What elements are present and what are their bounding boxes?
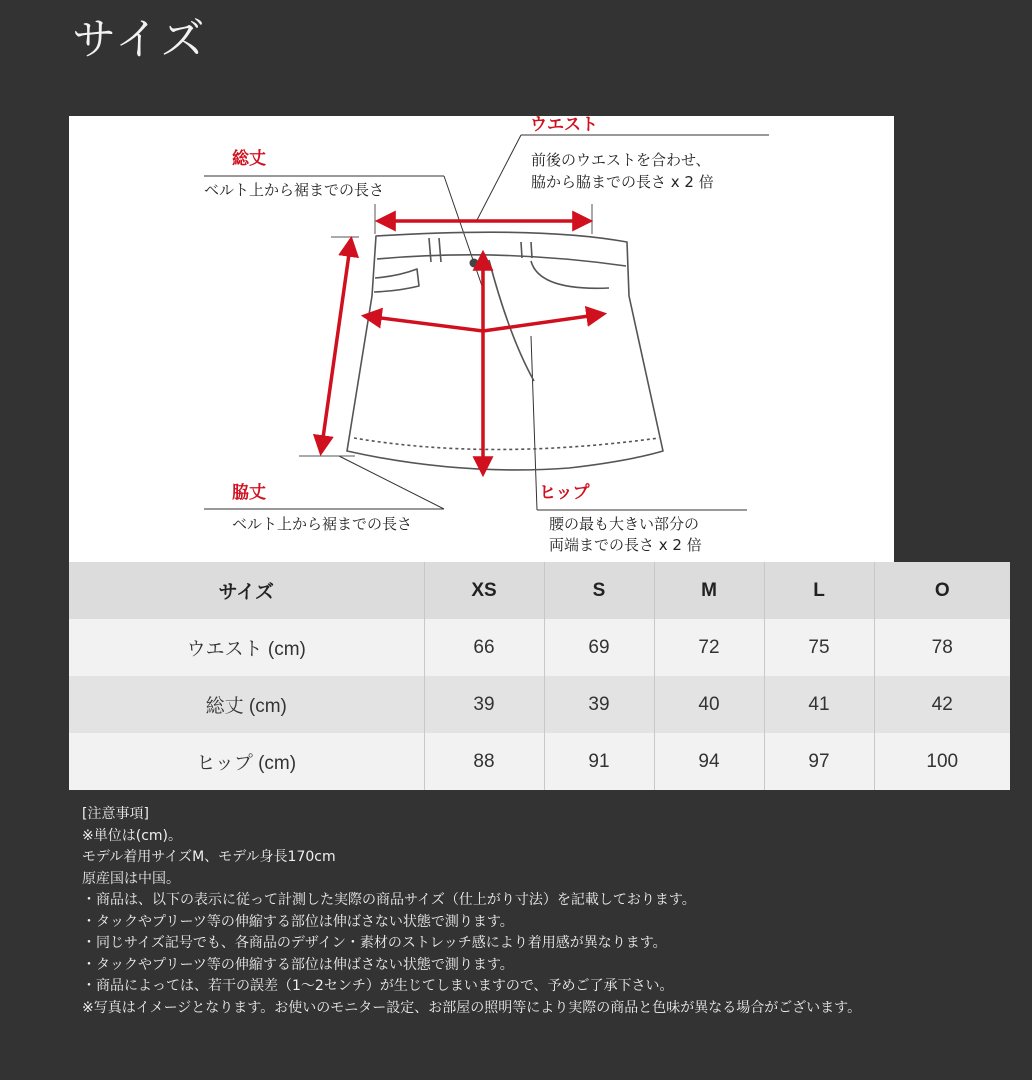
note-line: 原産国は中国。 bbox=[82, 870, 180, 887]
note-line: ※写真はイメージとなります。お使いのモニター設定、お部屋の照明等により実際の商品と色味が異なる場合がございます。 bbox=[82, 999, 862, 1016]
hip-desc-line-2: 両端までの長さ x 2 倍 bbox=[549, 536, 702, 554]
table-cell: 39 bbox=[544, 676, 654, 733]
table-cell: 97 bbox=[764, 733, 874, 790]
table-cell: 69 bbox=[544, 619, 654, 676]
table-cell: 100 bbox=[926, 750, 959, 772]
skirt-illustration bbox=[69, 116, 894, 563]
note-line: ・商品は、以下の表示に従って計測した実際の商品サイズ（仕上がり寸法）を記載しております。 bbox=[82, 892, 696, 908]
header-o: O bbox=[934, 579, 950, 601]
waist-desc-line-1: 前後のウエストを合わせ、 bbox=[531, 151, 711, 169]
row-label: ウエスト (cm) bbox=[69, 619, 424, 676]
side-length-desc: ベルト上から裾までの長さ bbox=[232, 515, 413, 533]
hip-label: ヒップ bbox=[539, 483, 590, 503]
total-length-label: 総丈 bbox=[232, 149, 266, 169]
table-cell: 78 bbox=[931, 636, 953, 658]
page-title: サイズ bbox=[72, 14, 207, 65]
notes-section bbox=[82, 804, 1002, 1019]
hip-desc-line-1: 腰の最も大きい部分の bbox=[549, 515, 700, 533]
table-row-total-length bbox=[69, 676, 1010, 733]
table-cell: 40 bbox=[654, 676, 764, 733]
table-row-waist bbox=[69, 619, 1010, 676]
side-length-label: 脇丈 bbox=[232, 483, 266, 503]
table-cell: 88 bbox=[424, 733, 544, 790]
table-row-hip bbox=[69, 733, 1010, 790]
waist-label: ウエスト bbox=[530, 115, 598, 135]
table-cell: 91 bbox=[544, 733, 654, 790]
table-cell: 41 bbox=[764, 676, 874, 733]
note-line: ・タックやプリーツ等の伸縮する部位は伸ばさない状態で測ります。 bbox=[82, 956, 514, 973]
header-l: L bbox=[764, 562, 874, 619]
table-cell: 72 bbox=[654, 619, 764, 676]
row-label: ヒップ (cm) bbox=[69, 733, 424, 790]
table-cell: 39 bbox=[424, 676, 544, 733]
total-length-desc: ベルト上から裾までの長さ bbox=[204, 181, 385, 199]
table-cell: 75 bbox=[764, 619, 874, 676]
table-cell: 42 bbox=[931, 693, 953, 715]
measurement-diagram bbox=[69, 116, 894, 563]
note-line: ・商品によっては、若干の誤差（1〜2センチ）が生じてしまいますので、予めご了承下さい。 bbox=[82, 978, 674, 994]
notes-heading: [注意事項] bbox=[82, 806, 149, 822]
header-xs: XS bbox=[424, 562, 544, 619]
note-line: モデル着用サイズM、モデル身長170cm bbox=[82, 849, 336, 865]
note-line: ※単位は(cm)。 bbox=[82, 827, 182, 844]
header-s: S bbox=[544, 562, 654, 619]
table-header-row bbox=[69, 562, 1010, 619]
table-cell: 94 bbox=[654, 733, 764, 790]
header-size: サイズ bbox=[69, 562, 424, 619]
waist-desc-line-2: 脇から脇までの長さ x 2 倍 bbox=[531, 173, 714, 191]
table-cell: 66 bbox=[424, 619, 544, 676]
note-line: ・同じサイズ記号でも、各商品のデザイン・素材のストレッチ感により着用感が異なります。 bbox=[82, 935, 667, 951]
row-label: 総丈 (cm) bbox=[69, 676, 424, 733]
size-table bbox=[69, 562, 1010, 790]
note-line: ・タックやプリーツ等の伸縮する部位は伸ばさない状態で測ります。 bbox=[82, 913, 514, 930]
header-m: M bbox=[654, 562, 764, 619]
